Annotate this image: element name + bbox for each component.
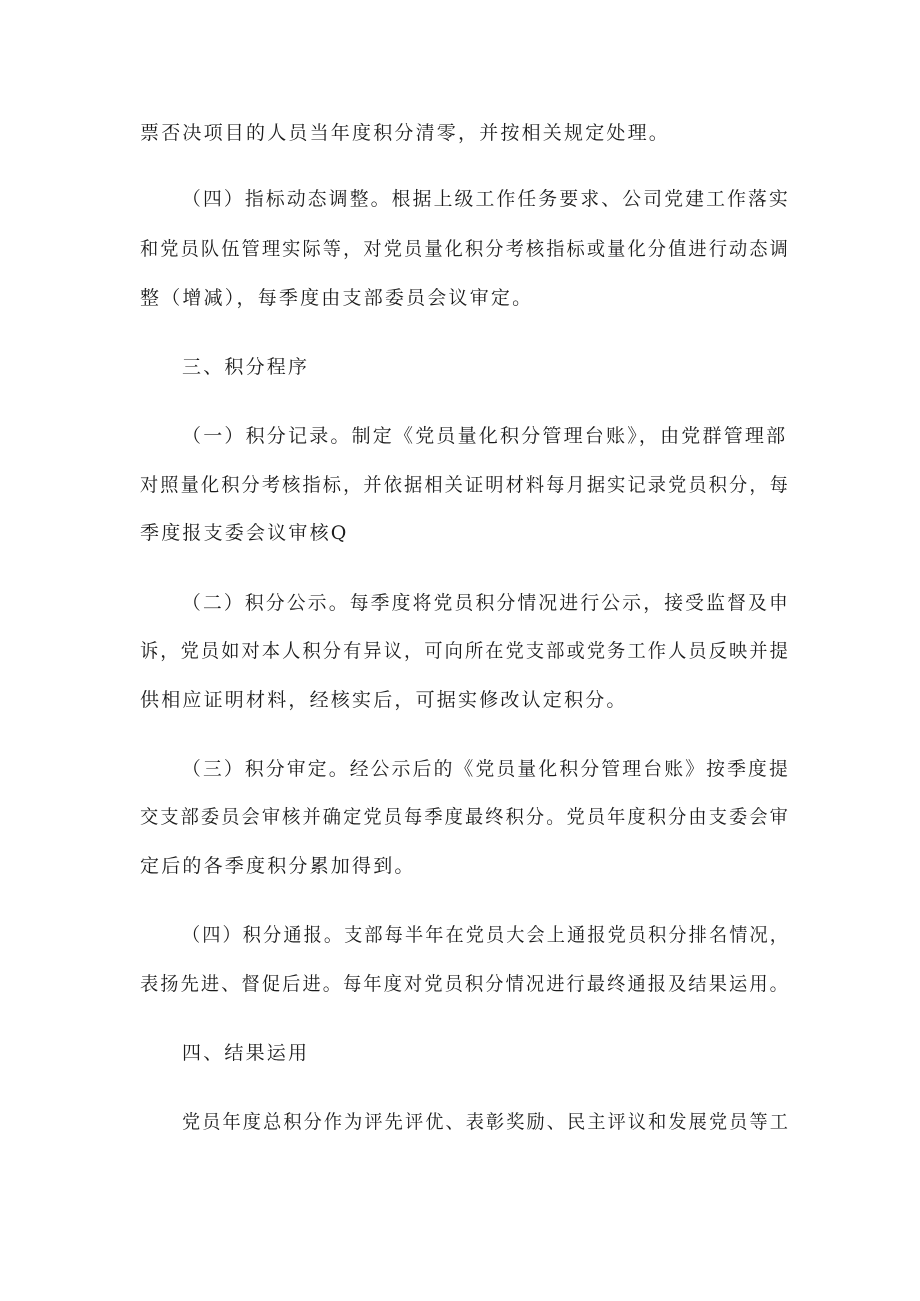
paragraph-line: 党员年度总积分作为评先评优、表彰奖励、民主评议和发展党员等工 (182, 1111, 791, 1133)
paragraph-line: 交支部委员会审核并确定党员每季度最终积分。党员年度积分由支委会审 (140, 806, 790, 828)
paragraph-line: 表扬先进、督促后进。每年度对党员积分情况进行最终通报及结果运用。 (140, 973, 790, 995)
paragraph-line: （二）积分公示。每季度将党员积分情况进行公示，接受监督及申 (182, 592, 790, 614)
paragraph-line: （四）积分通报。支部每半年在党员大会上通报党员积分排名情况， (182, 924, 791, 946)
paragraph-line: 诉，党员如对本人积分有异议，可向所在党支部或党务工作人员反映并提 (140, 640, 790, 662)
paragraph-line: 和党员队伍管理实际等，对党员量化积分考核指标或量化分值进行动态调 (140, 238, 790, 260)
section-heading: 四、结果运用 (182, 1042, 310, 1064)
section-heading: 三、积分程序 (182, 356, 310, 378)
paragraph-line: 对照量化积分考核指标，并依据相关证明材料每月据实记录党员积分，每 (140, 474, 790, 496)
paragraph-line: 供相应证明材料，经核实后，可据实修改认定积分。 (140, 689, 628, 711)
paragraph-line: 票否决项目的人员当年度积分清零，并按相关规定处理。 (140, 122, 671, 144)
paragraph-line: 定后的各季度积分累加得到。 (140, 855, 416, 877)
paragraph-line: 季度报支委会议审核Q (140, 522, 349, 544)
paragraph-line: （三）积分审定。经公示后的《党员量化积分管理台账》按季度提 (182, 758, 790, 780)
paragraph-line: （一）积分记录。制定《党员量化积分管理台账》，由党群管理部 (182, 425, 788, 447)
paragraph-line: （四）指标动态调整。根据上级工作任务要求、公司党建工作落实 (182, 188, 790, 210)
paragraph-line: 整（增减），每季度由支部委员会议审定。 (140, 287, 534, 309)
